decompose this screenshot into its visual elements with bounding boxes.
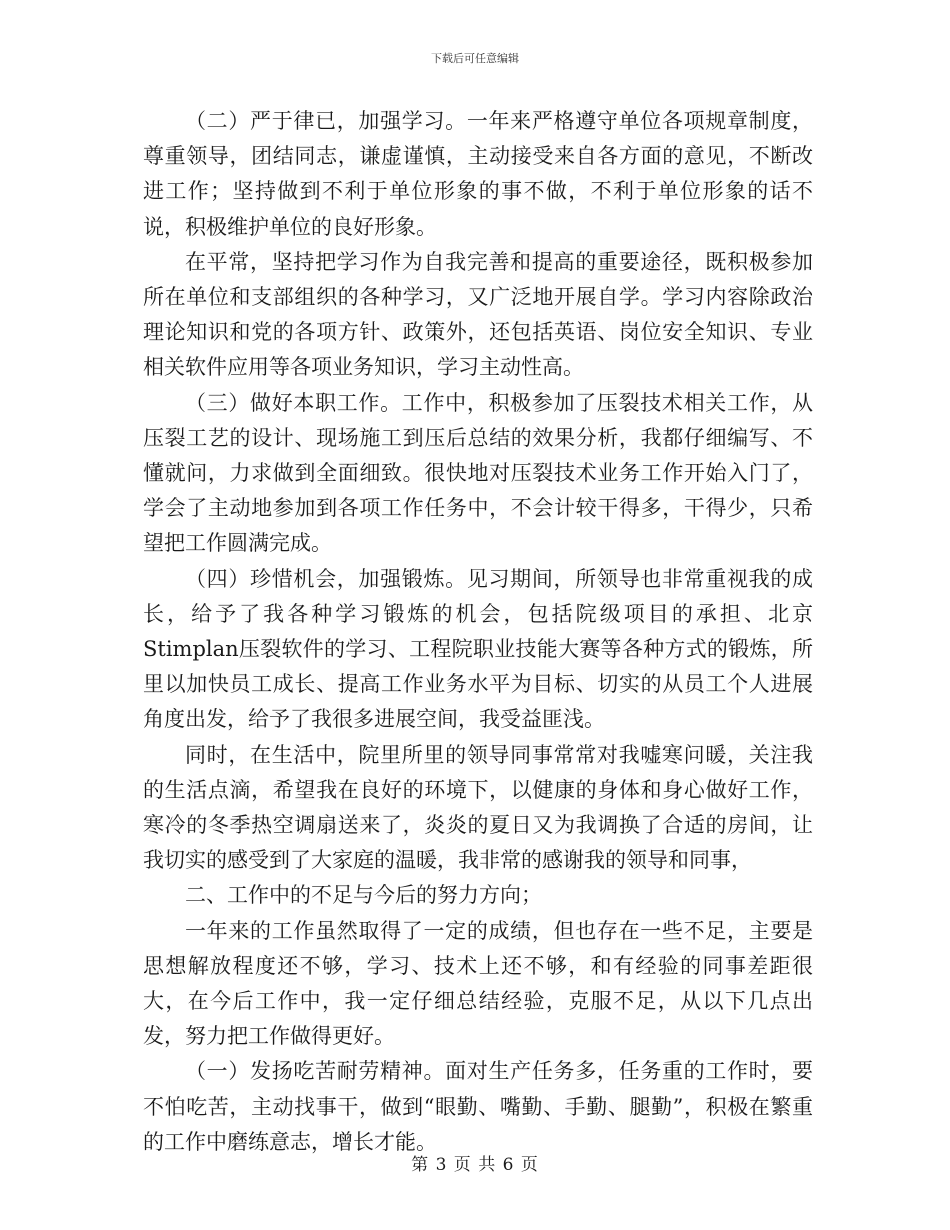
paragraph: 一年来的工作虽然取得了一定的成绩，但也存在一些不足，主要是思想解放程度还不够，学习、技术上还不够，和有经验的同事差距很大，在今后工作中，我一定仔细总结经验，克服不足，从以下几点出发，努力把工作做得更好。	[143, 918, 813, 1049]
paragraph: 在平常，坚持把学习作为自我完善和提高的重要途径，既积极参加所在单位和支部组织的各种学习，又广泛地开展自学。学习内容除政治理论知识和党的各项方针、政策外，还包括英语、岗位安全知识、专业相关软件应用等各项业务知识，学习主动性高。	[143, 249, 813, 380]
page-header: 下载后可任意编辑	[431, 52, 519, 65]
paragraph: 同时，在生活中，院里所里的领导同事常常对我嘘寒问暖，关注我的生活点滴，希望我在良好的环境下，以健康的身体和身心做好工作，寒冷的冬季热空调扇送来了，炎炎的夏日又为我调换了合适的房间，让我切实的感受到了大家庭的温暖，我非常的感谢我的领导和同事，	[143, 742, 813, 873]
page-footer: 第 3 页 共 6 页	[411, 1155, 539, 1175]
document-body	[143, 104, 813, 1160]
paragraph: （四）珍惜机会，加强锻炼。见习期间，所领导也非常重视我的成长，给予了我各种学习锻炼的机会，包括院级项目的承担、北京Stimplan压裂软件的学习、工程院职业技能大赛等各种方式的锻炼，所里以加快员工成长、提高工作业务水平为目标、切实的从员工个人进展角度出发，给予了我很多进展空间，我受益匪浅。	[143, 566, 813, 732]
section-heading: 二、工作中的不足与今后的努力方向；	[185, 883, 542, 908]
paragraph: （三）做好本职工作。工作中，积极参加了压裂技术相关工作，从压裂工艺的设计、现场施工到压后总结的效果分析，我都仔细编写、不懂就问，力求做到全面细致。很快地对压裂技术业务工作开始入门了，学会了主动地参加到各项工作任务中，不会计较干得多，干得少，只希望把工作圆满完成。	[143, 390, 813, 556]
paragraph: （一）发扬吃苦耐劳精神。面对生产任务多，任务重的工作时，要不怕吃苦，主动找事干，做到“眼勤、嘴勤、手勤、腿勤”，积极在繁重的工作中磨练意志，增长才能。	[143, 1059, 813, 1154]
paragraph: （二）严于律已，加强学习。一年来严格遵守单位各项规章制度，尊重领导，团结同志，谦虚谨慎，主动接受来自各方面的意见，不断改进工作；坚持做到不利于单位形象的事不做，不利于单位形象的话不说，积极维护单位的良好形象。	[143, 109, 813, 239]
